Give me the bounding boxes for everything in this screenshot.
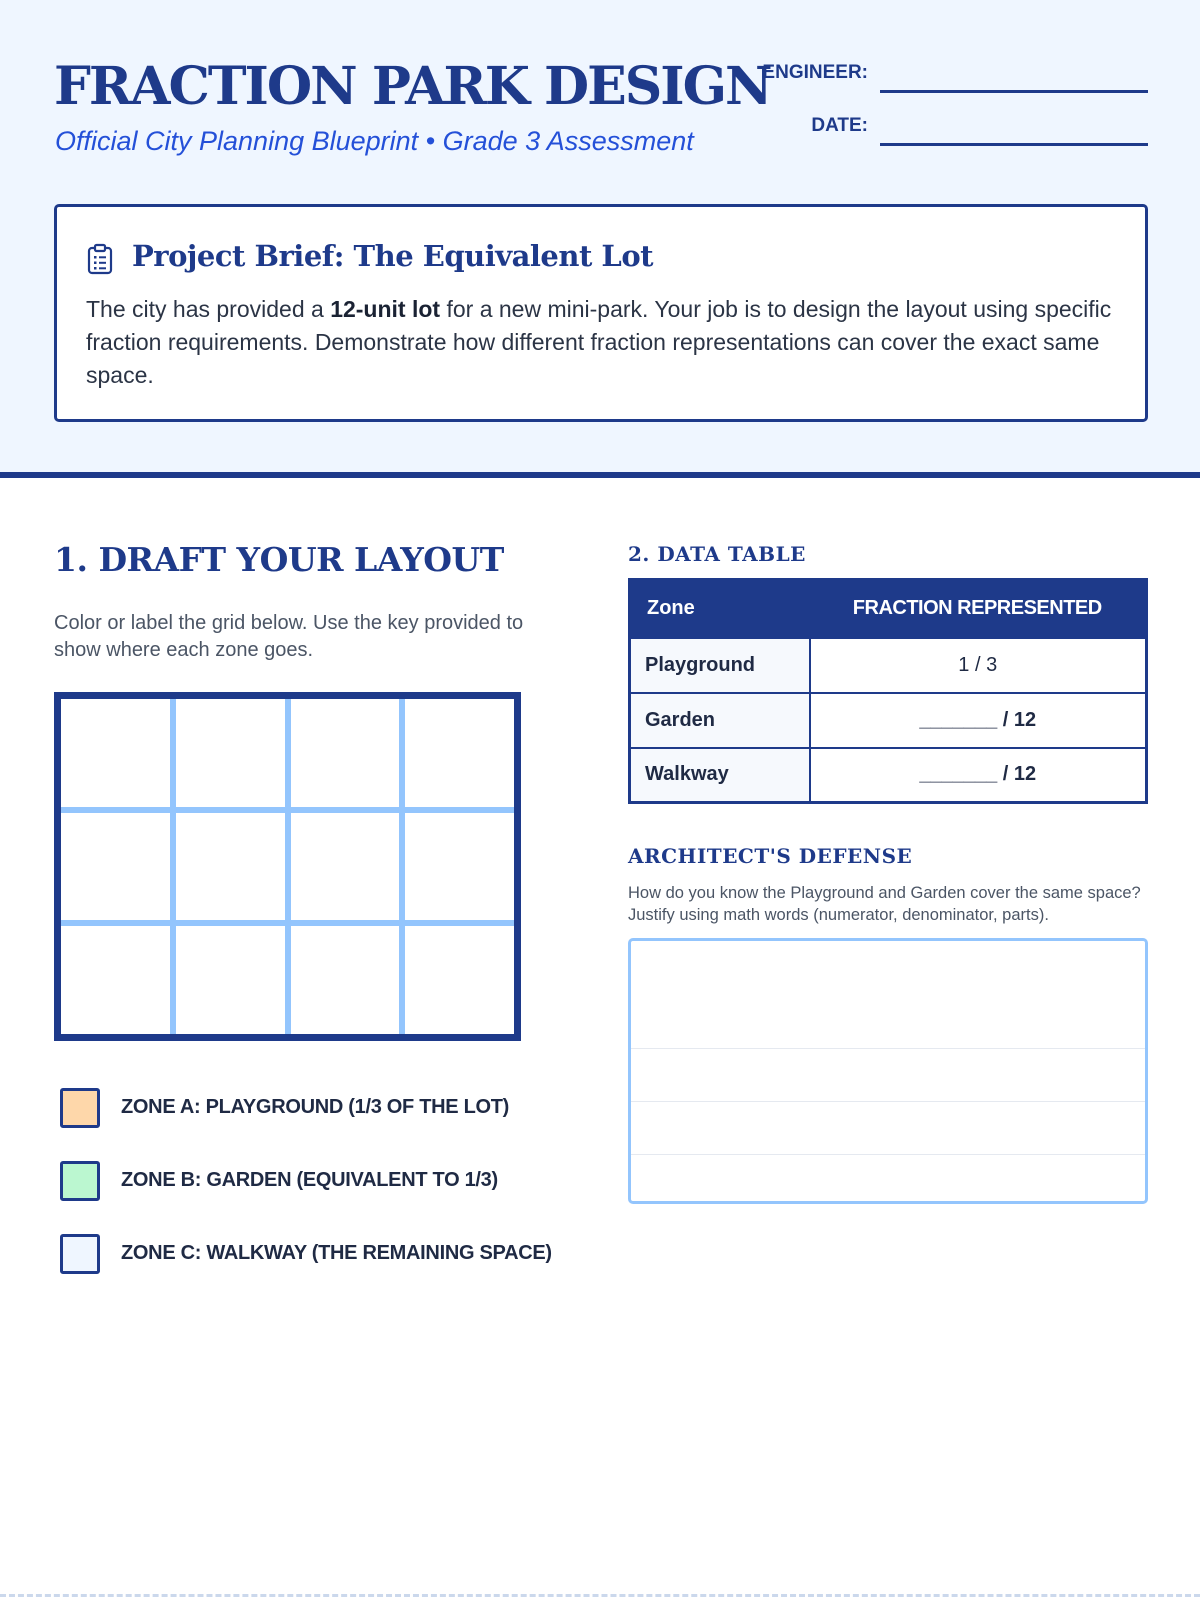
grid-cell[interactable]: [405, 699, 514, 807]
key-item: [60, 1234, 580, 1274]
key-swatch: [60, 1234, 100, 1274]
date-field-line[interactable]: [880, 143, 1148, 146]
column-header-zone: Zone: [630, 580, 810, 638]
answer-line: [631, 1101, 1145, 1102]
key-item: [60, 1088, 580, 1128]
key-label: ZONE A: PLAYGROUND (1/3 OF THE LOT): [121, 1096, 510, 1118]
engineer-field-line[interactable]: [880, 90, 1148, 93]
lot-grid: [54, 692, 521, 1041]
engineer-label: ENGINEER:: [762, 62, 868, 83]
zone-cell: Garden: [630, 693, 810, 748]
fraction-blank-cell[interactable]: _______ / 12: [810, 748, 1147, 803]
grid-cell[interactable]: [176, 926, 285, 1034]
brief-title: Project Brief: The Equivalent Lot: [132, 239, 654, 273]
project-brief-card: [54, 204, 1148, 422]
table-row: [630, 638, 1147, 693]
section-draft-heading: 1. DRAFT YOUR LAYOUT: [54, 540, 504, 579]
table-row: [630, 693, 1147, 748]
defense-answer-box[interactable]: [628, 938, 1148, 1204]
data-table: [628, 578, 1148, 804]
grid-cell[interactable]: [405, 813, 514, 921]
page-subtitle: Official City Planning Blueprint • Grade 3 Assessment: [55, 126, 694, 156]
defense-question: How do you know the Playground and Garden cover the same space? Justify using math words (numerator, denominator, parts).: [628, 884, 1141, 924]
answer-line: [631, 1048, 1145, 1049]
brief-text: The city has provided a 12-unit lot for a new mini-park. Your job is to design the layout using specific fraction requirements. Demonstrate how different fraction representations can cover the exact same space.: [86, 296, 1112, 388]
key-swatch: [60, 1088, 100, 1128]
zone-cell: Playground: [630, 638, 810, 693]
page-title: FRACTION PARK DESIGN: [54, 56, 771, 117]
fraction-cell: 1 / 3: [810, 638, 1147, 693]
brief-lot-size: 12-unit lot: [330, 296, 441, 322]
header-banner: [0, 0, 1200, 478]
grid-cell[interactable]: [291, 813, 400, 921]
grid-cell[interactable]: [176, 813, 285, 921]
section-data-table-heading: 2. DATA TABLE: [628, 542, 806, 566]
column-header-fraction: FRACTION REPRESENTED: [810, 580, 1147, 638]
fraction-blank-cell[interactable]: _______ / 12: [810, 693, 1147, 748]
key-label: ZONE B: GARDEN (EQUIVALENT TO 1/3): [121, 1169, 498, 1191]
table-row: [630, 748, 1147, 803]
key-label: ZONE C: WALKWAY (THE REMAINING SPACE): [121, 1242, 552, 1264]
key-swatch: [60, 1161, 100, 1201]
grid-cell[interactable]: [291, 699, 400, 807]
clipboard-icon: [87, 243, 113, 275]
grid-cell[interactable]: [291, 926, 400, 1034]
grid-cell[interactable]: [176, 699, 285, 807]
date-label: DATE:: [811, 115, 868, 136]
grid-cell[interactable]: [61, 926, 170, 1034]
grid-cell[interactable]: [61, 813, 170, 921]
key-item: [60, 1161, 580, 1201]
grid-cell[interactable]: [405, 926, 514, 1034]
grid-cell[interactable]: [61, 699, 170, 807]
defense-heading: ARCHITECT'S DEFENSE: [628, 844, 913, 868]
draft-instructions: Color or label the grid below. Use the key provided to show where each zone goes.: [54, 612, 524, 661]
zone-cell: Walkway: [630, 748, 810, 803]
answer-line: [631, 1154, 1145, 1155]
footer-divider: [0, 1594, 1200, 1597]
